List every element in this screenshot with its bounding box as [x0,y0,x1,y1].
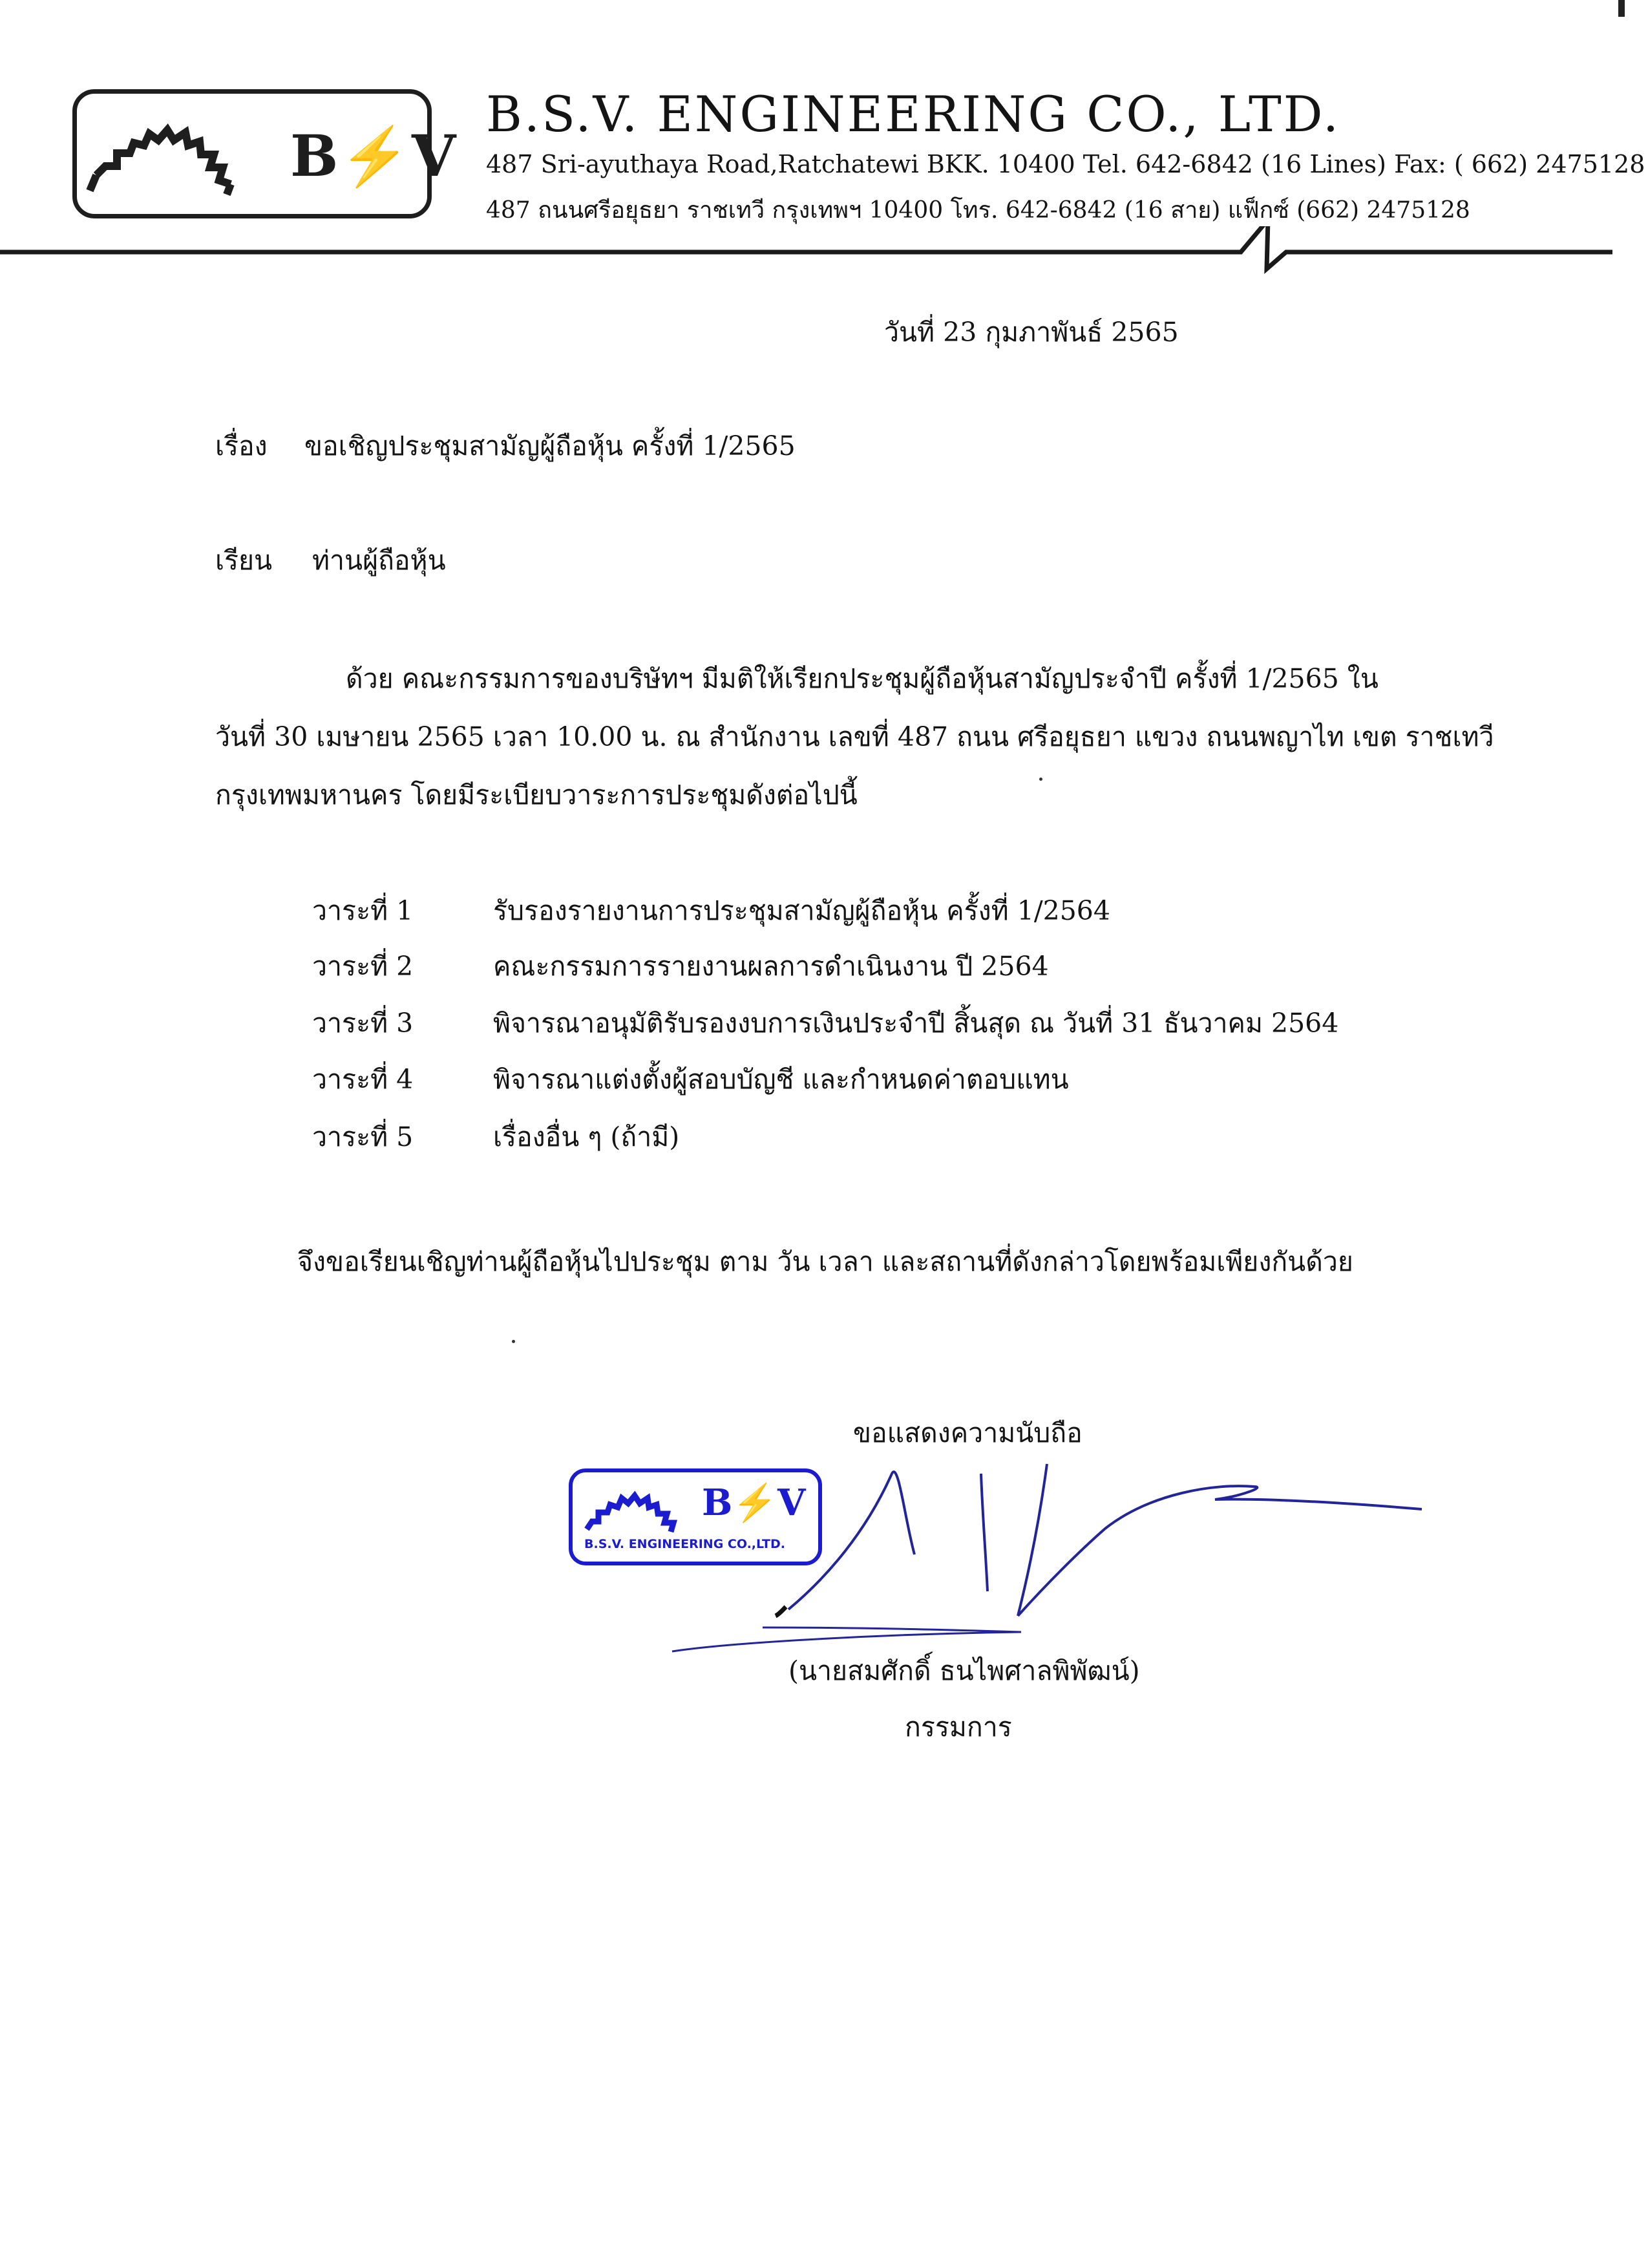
subject-line [215,425,796,467]
letter-date: วันที่ 23 กุมภาพันธ์ 2565 [884,317,1179,348]
agenda-item [312,946,1049,988]
handwritten-signature [659,1422,1435,1668]
subject-label: เรื่อง [215,430,268,461]
subject-text: ขอเชิญประชุมสามัญผู้ถือหุ้น ครั้งที่ 1/2565 [304,430,796,461]
agenda-item [312,1002,1338,1044]
agenda-text: รับรองรายงานการประชุมสามัญผู้ถือหุ้น ครั้งที่ 1/2564 [493,895,1110,926]
intro-paragraph-line: วันที่ 30 เมษายน 2565 เวลา 10.00 น. ณ สำนักงาน เลขที่ 487 ถนน ศรีอยุธยา แขวง ถนนพญาไท เขต ราชเทวี [215,721,1494,752]
agenda-text: คณะกรรมการรายงานผลการดำเนินงาน ปี 2564 [493,951,1049,982]
header-rule-divider [0,226,1648,304]
recipient-label: เรียน [215,545,273,576]
agenda-text: พิจารณาแต่งตั้งผู้สอบบัญชี และกำหนดค่าตอบแทน [493,1064,1069,1095]
company-logo [72,89,458,218]
intro-paragraph-line: กรุงเทพมหานคร โดยมีระเบียบวาระการประชุมดังต่อไปนี้ [215,779,858,811]
agenda-label: วาระที่ 5 [312,1121,414,1152]
agenda-text: เรื่องอื่น ๆ (ถ้ามี) [493,1121,680,1152]
recipient-text: ท่านผู้ถือหุ้น [312,545,446,576]
intro-paragraph-line: ด้วย คณะกรรมการของบริษัทฯ มีมติให้เรียกประชุมผู้ถือหุ้นสามัญประจำปี ครั้งที่ 1/2565 ใน [346,663,1379,694]
scan-mark [1618,0,1625,17]
company-address-th: 487 ถนนศรีอยุธยา ราชเทวี กรุงเทพฯ 10400 โทร. 642-6842 (16 สาย) แฟ็กซ์ (662) 2475128 [486,197,1470,224]
agenda-item [312,1116,679,1158]
recipient-line [215,540,446,582]
signer-title: กรรมการ [905,1712,1012,1743]
agenda-item [312,890,1110,932]
closing-sentence: จึงขอเรียนเชิญท่านผู้ถือหุ้นไปประชุม ตาม วัน เวลา และสถานที่ดังกล่าวโดยพร้อมเพียงกันด้วย [297,1246,1353,1277]
stamp-logo-text: B⚡V [702,1481,806,1524]
stamp-company-text: B.S.V. ENGINEERING CO.,LTD. [584,1537,785,1551]
scan-speck [512,1340,515,1343]
company-address-en: 487 Sri-ayuthaya Road,Ratchatewi BKK. 10400 Tel. 642-6842 (16 Lines) Fax: ( 662) 2475128 [486,150,1645,178]
agenda-item [312,1059,1069,1101]
company-name: B.S.V. ENGINEERING CO., LTD. [486,85,1341,143]
regards-text: ขอแสดงความนับถือ [853,1417,1083,1448]
agenda-label: วาระที่ 1 [312,895,414,926]
agenda-label: วาระที่ 3 [312,1008,414,1039]
scan-speck [1039,778,1042,781]
agenda-label: วาระที่ 2 [312,951,414,982]
signer-name: (นายสมศักดิ์ ธนไพศาลพิพัฒน์) [788,1655,1140,1686]
logo-text: B⚡V [290,122,458,189]
agenda-text: พิจารณาอนุมัติรับรองงบการเงินประจำปี สิ้นสุด ณ วันที่ 31 ธันวาคม 2564 [493,1008,1339,1039]
agenda-label: วาระที่ 4 [312,1064,414,1095]
